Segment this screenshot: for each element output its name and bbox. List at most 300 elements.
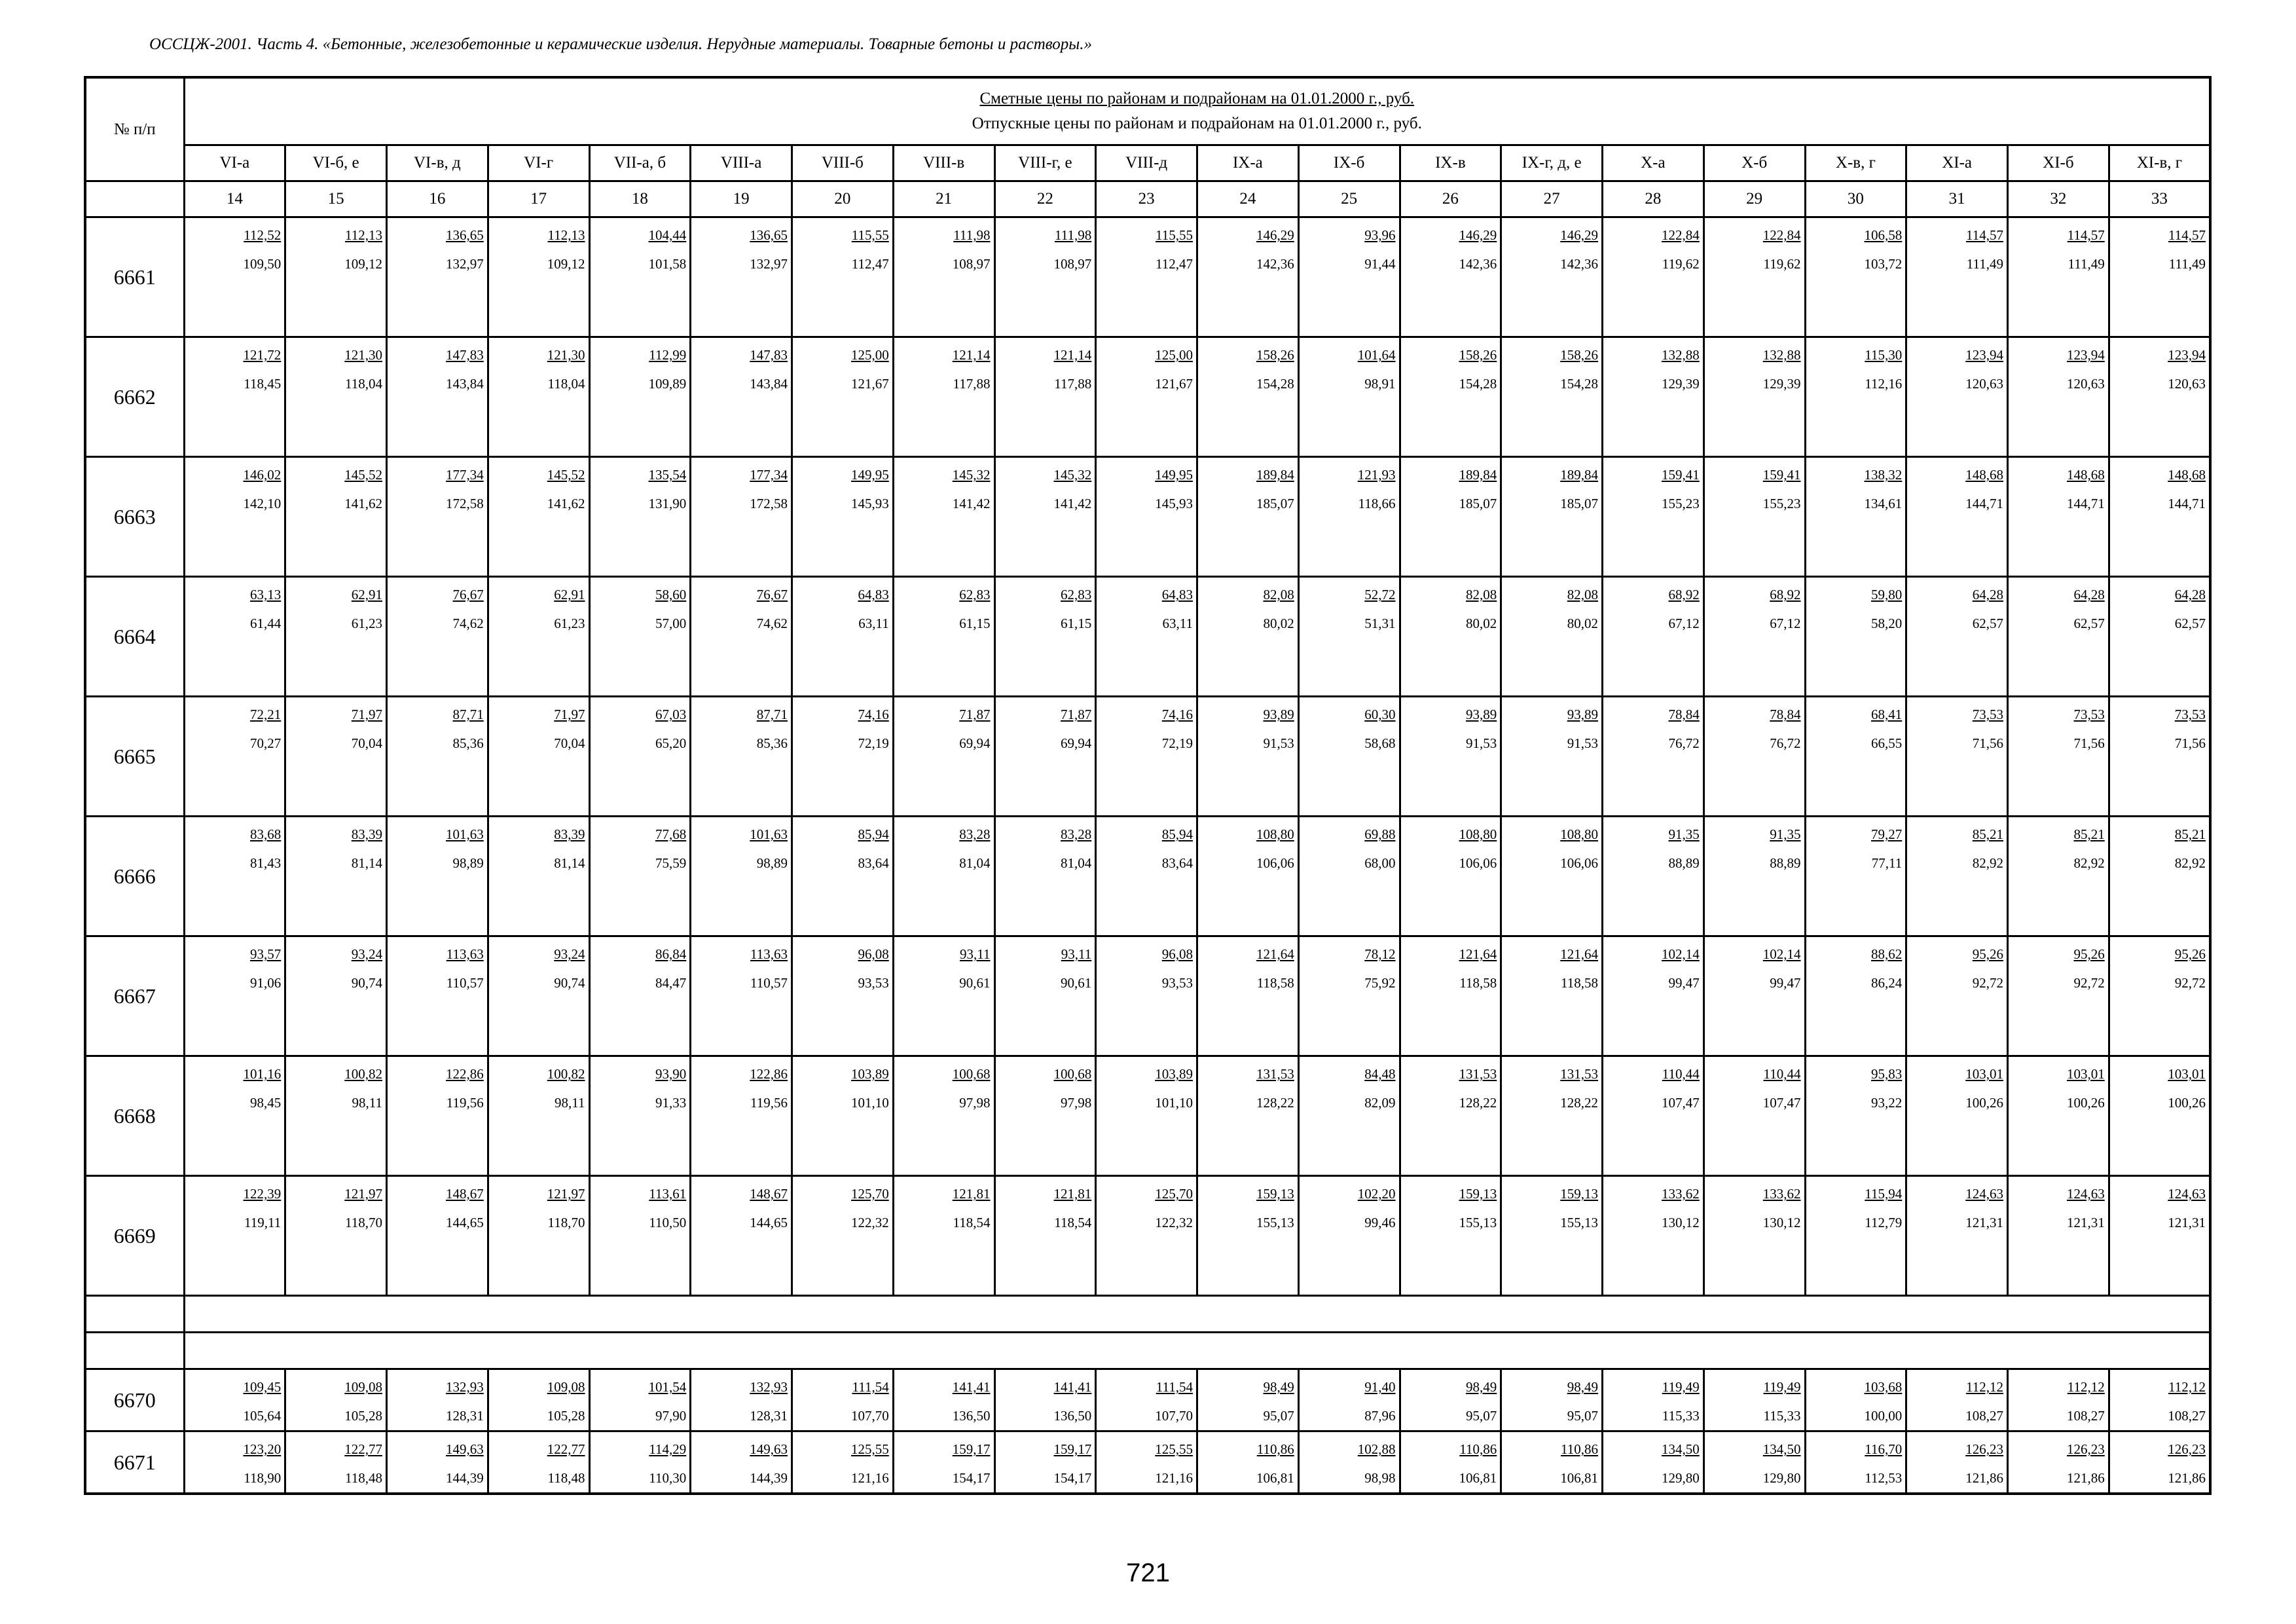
price-cell — [1603, 457, 1704, 577]
price-cell — [2008, 817, 2109, 936]
estimated-price: 158,26 — [1256, 347, 1294, 363]
price-cell — [792, 1176, 894, 1296]
price-cell — [994, 1431, 1096, 1494]
price-cell — [2109, 337, 2210, 457]
price-cell — [589, 337, 691, 457]
release-price: 122,32 — [851, 1215, 889, 1230]
item-code: 6669 — [85, 1176, 184, 1296]
estimated-price: 71,87 — [1061, 707, 1092, 722]
estimated-price: 148,68 — [2168, 467, 2206, 483]
release-price: 129,39 — [1762, 376, 1801, 392]
price-cell — [2008, 217, 2109, 337]
release-price: 118,04 — [345, 376, 382, 392]
estimated-price: 131,53 — [1256, 1066, 1294, 1082]
release-price: 118,54 — [953, 1215, 991, 1230]
estimated-price: 121,30 — [547, 347, 585, 363]
price-cell — [387, 457, 488, 577]
price-cell — [285, 457, 387, 577]
estimated-price: 108,80 — [1459, 826, 1497, 842]
release-price: 67,12 — [1770, 616, 1801, 631]
estimated-price: 141,41 — [952, 1379, 991, 1395]
price-cell — [1501, 1176, 1603, 1296]
estimated-price: 73,53 — [1972, 707, 2003, 722]
estimated-price: 115,30 — [1865, 347, 1903, 363]
price-cell — [184, 1431, 285, 1494]
price-cell — [387, 1369, 488, 1431]
release-price: 119,56 — [750, 1095, 788, 1111]
price-cell — [1906, 1431, 2008, 1494]
release-price: 128,22 — [1560, 1095, 1598, 1111]
estimated-price: 132,88 — [1662, 347, 1700, 363]
estimated-price: 146,29 — [1560, 227, 1598, 243]
estimated-price: 64,83 — [858, 587, 889, 602]
price-cell — [1501, 1056, 1603, 1176]
release-price: 141,42 — [952, 496, 991, 511]
release-price: 91,53 — [1466, 735, 1497, 751]
price-cell — [1096, 936, 1197, 1056]
estimated-price: 121,64 — [1256, 946, 1294, 962]
estimated-price: 98,49 — [1466, 1379, 1497, 1395]
price-cell — [1197, 936, 1299, 1056]
estimated-price: 125,55 — [851, 1441, 889, 1457]
release-price: 80,02 — [1466, 616, 1497, 631]
estimated-price: 59,80 — [1871, 587, 1903, 602]
release-price: 119,11 — [244, 1215, 282, 1230]
estimated-price: 122,86 — [750, 1066, 788, 1082]
estimated-price: 131,53 — [1459, 1066, 1497, 1082]
release-price: 58,20 — [1871, 616, 1903, 631]
price-cell — [691, 1431, 792, 1494]
release-price: 81,14 — [351, 855, 382, 871]
estimated-price: 134,50 — [1662, 1441, 1700, 1457]
price-cell — [1704, 1369, 1805, 1431]
price-cell — [792, 1431, 894, 1494]
release-price: 91,53 — [1263, 735, 1294, 751]
column-number: 16 — [387, 181, 488, 217]
release-price: 85,36 — [756, 735, 788, 751]
column-number: 33 — [2109, 181, 2210, 217]
release-price: 117,88 — [953, 376, 991, 392]
estimated-price: 109,45 — [243, 1379, 282, 1395]
price-cell — [488, 697, 589, 817]
release-price: 81,04 — [1061, 855, 1092, 871]
price-cell — [691, 1176, 792, 1296]
estimated-price: 95,26 — [2073, 946, 2105, 962]
price-cell — [1501, 817, 1603, 936]
item-code: 6668 — [85, 1056, 184, 1176]
estimated-price: 93,24 — [554, 946, 585, 962]
release-price: 118,90 — [244, 1470, 282, 1486]
price-cell — [1603, 577, 1704, 697]
release-price: 121,86 — [1965, 1470, 2003, 1486]
price-cell — [2109, 697, 2210, 817]
price-cell — [2109, 1431, 2210, 1494]
release-price: 155,13 — [1256, 1215, 1294, 1230]
price-cell — [488, 1431, 589, 1494]
price-cell — [1603, 1369, 1704, 1431]
table-row — [85, 337, 2210, 457]
release-price: 106,06 — [1560, 855, 1598, 871]
estimated-price: 86,84 — [655, 946, 687, 962]
document-header: ОССЦЖ-2001. Часть 4. «Бетонные, железобетонные и керамические изделия. Нерудные материалы. Товарные бетоны и растворы.» — [149, 35, 1092, 53]
estimated-price: 148,68 — [2067, 467, 2105, 483]
estimated-price: 93,57 — [250, 946, 282, 962]
estimated-price: 104,44 — [648, 227, 687, 243]
estimated-price: 83,28 — [1061, 826, 1092, 842]
price-cell — [994, 217, 1096, 337]
column-number: 14 — [184, 181, 285, 217]
release-price: 93,22 — [1871, 1095, 1903, 1111]
estimated-price: 91,35 — [1770, 826, 1801, 842]
release-price: 132,97 — [750, 256, 788, 272]
estimated-price: 159,13 — [1256, 1186, 1294, 1202]
price-cell — [285, 817, 387, 936]
price-cell — [1906, 936, 2008, 1056]
estimated-price: 109,08 — [547, 1379, 585, 1395]
price-cell — [994, 577, 1096, 697]
release-price: 95,07 — [1567, 1408, 1598, 1424]
region-header: VIII-б — [792, 145, 894, 181]
estimated-price: 101,64 — [1357, 347, 1396, 363]
release-price: 82,92 — [2073, 855, 2105, 871]
price-cell — [285, 217, 387, 337]
price-cell — [1501, 577, 1603, 697]
estimated-price: 74,16 — [858, 707, 889, 722]
price-cell — [893, 577, 994, 697]
price-cell — [1298, 217, 1400, 337]
release-price: 143,84 — [750, 376, 788, 392]
estimated-price: 103,89 — [1155, 1066, 1193, 1082]
estimated-price: 112,13 — [345, 227, 382, 243]
estimated-price: 147,83 — [750, 347, 788, 363]
estimated-price: 122,39 — [243, 1186, 282, 1202]
region-header: X-а — [1603, 145, 1704, 181]
price-cell — [2008, 337, 2109, 457]
estimated-price: 71,87 — [959, 707, 991, 722]
price-cell — [691, 577, 792, 697]
price-cell — [1603, 1056, 1704, 1176]
region-header: IX-а — [1197, 145, 1299, 181]
estimated-price: 113,61 — [649, 1186, 687, 1202]
price-cell — [994, 1369, 1096, 1431]
price-cell — [1197, 217, 1299, 337]
release-price: 97,90 — [655, 1408, 687, 1424]
price-cell — [285, 577, 387, 697]
price-cell — [994, 337, 1096, 457]
price-cell — [1704, 217, 1805, 337]
release-price: 51,31 — [1364, 616, 1396, 631]
estimated-price: 101,54 — [648, 1379, 687, 1395]
estimated-price: 101,63 — [446, 826, 484, 842]
estimated-price: 132,88 — [1762, 347, 1801, 363]
release-price: 128,31 — [446, 1408, 484, 1424]
estimated-price: 103,01 — [2168, 1066, 2206, 1082]
release-price: 109,89 — [648, 376, 687, 392]
price-cell — [184, 1056, 285, 1176]
estimated-price: 121,93 — [1357, 467, 1396, 483]
table-row — [85, 1176, 2210, 1296]
price-cell — [2109, 817, 2210, 936]
price-cell — [184, 936, 285, 1056]
estimated-price: 114,57 — [2067, 227, 2105, 243]
price-cell — [2008, 1369, 2109, 1431]
release-price: 88,89 — [1668, 855, 1700, 871]
price-cell — [1298, 1056, 1400, 1176]
estimated-price: 158,26 — [1459, 347, 1497, 363]
column-number-blank — [85, 181, 184, 217]
release-price: 117,88 — [1054, 376, 1092, 392]
price-cell — [1096, 1369, 1197, 1431]
estimated-price: 146,29 — [1459, 227, 1497, 243]
release-price: 119,62 — [1662, 256, 1700, 272]
estimated-price: 113,63 — [446, 946, 484, 962]
estimated-price: 133,62 — [1762, 1186, 1801, 1202]
price-cell — [994, 1176, 1096, 1296]
release-price: 100,26 — [1965, 1095, 2003, 1111]
release-price: 136,50 — [952, 1408, 991, 1424]
price-cell — [994, 817, 1096, 936]
estimated-price: 189,84 — [1256, 467, 1294, 483]
price-cell — [488, 337, 589, 457]
release-price: 110,50 — [649, 1215, 687, 1230]
release-price: 91,44 — [1364, 256, 1396, 272]
release-price: 142,36 — [1256, 256, 1294, 272]
estimated-price: 125,70 — [1155, 1186, 1193, 1202]
release-price: 145,93 — [851, 496, 889, 511]
estimated-price: 110,86 — [1256, 1441, 1294, 1457]
release-price: 83,64 — [1161, 855, 1193, 871]
release-price: 172,58 — [446, 496, 484, 511]
price-cell — [792, 457, 894, 577]
release-price: 118,04 — [547, 376, 585, 392]
price-cell — [184, 577, 285, 697]
price-cell — [1096, 217, 1197, 337]
estimated-price: 111,54 — [852, 1379, 889, 1395]
release-price: 154,17 — [1053, 1470, 1092, 1486]
column-number-row — [85, 181, 2210, 217]
estimated-price: 145,52 — [344, 467, 382, 483]
estimated-price: 93,89 — [1466, 707, 1497, 722]
estimated-price: 108,80 — [1256, 826, 1294, 842]
table-row — [85, 936, 2210, 1056]
release-price: 120,63 — [2067, 376, 2105, 392]
price-cell — [2109, 217, 2210, 337]
price-cell — [994, 457, 1096, 577]
region-header: IX-в — [1400, 145, 1501, 181]
release-price: 109,50 — [243, 256, 282, 272]
price-cell — [1501, 217, 1603, 337]
price-cell — [1704, 1176, 1805, 1296]
item-code: 6665 — [85, 697, 184, 817]
price-cell — [1197, 817, 1299, 936]
release-price: 106,81 — [1560, 1470, 1598, 1486]
release-price: 112,79 — [1865, 1215, 1903, 1230]
price-cell — [792, 936, 894, 1056]
release-price: 87,96 — [1364, 1408, 1396, 1424]
column-number: 19 — [691, 181, 792, 217]
estimated-price: 158,26 — [1560, 347, 1598, 363]
price-cell — [488, 1176, 589, 1296]
estimated-price: 60,30 — [1364, 707, 1396, 722]
price-cell — [691, 1056, 792, 1176]
release-price: 83,64 — [858, 855, 889, 871]
region-header-row — [85, 145, 2210, 181]
estimated-price: 102,14 — [1662, 946, 1700, 962]
release-price: 111,49 — [2168, 256, 2206, 272]
estimated-price: 95,26 — [2174, 946, 2206, 962]
release-price: 86,24 — [1871, 975, 1903, 991]
release-price: 99,46 — [1364, 1215, 1396, 1230]
estimated-price: 149,63 — [446, 1441, 484, 1457]
estimated-price: 93,96 — [1364, 227, 1396, 243]
release-price: 132,97 — [446, 256, 484, 272]
price-cell — [893, 697, 994, 817]
estimated-price: 103,68 — [1864, 1379, 1903, 1395]
price-cell — [2109, 457, 2210, 577]
release-price: 112,47 — [851, 256, 889, 272]
release-price: 107,70 — [1155, 1408, 1193, 1424]
estimated-price: 122,77 — [547, 1441, 585, 1457]
estimated-price: 106,58 — [1864, 227, 1903, 243]
price-cell — [387, 217, 488, 337]
column-number: 27 — [1501, 181, 1603, 217]
price-cell — [1501, 936, 1603, 1056]
release-price: 90,61 — [959, 975, 991, 991]
estimated-price: 116,70 — [1865, 1441, 1903, 1457]
release-price: 119,56 — [446, 1095, 484, 1111]
price-cell — [1298, 577, 1400, 697]
estimated-price: 189,84 — [1560, 467, 1598, 483]
release-price: 71,56 — [2174, 735, 2206, 751]
item-code: 6664 — [85, 577, 184, 697]
price-cell — [893, 1431, 994, 1494]
release-price: 172,58 — [750, 496, 788, 511]
column-number: 20 — [792, 181, 894, 217]
release-price: 185,07 — [1256, 496, 1294, 511]
estimated-price: 84,48 — [1364, 1066, 1396, 1082]
price-cell — [1197, 1431, 1299, 1494]
price-cell — [1298, 457, 1400, 577]
estimated-price: 159,41 — [1662, 467, 1700, 483]
release-price: 154,28 — [1560, 376, 1598, 392]
price-cell — [387, 337, 488, 457]
estimated-price: 101,16 — [243, 1066, 282, 1082]
estimated-price: 136,65 — [750, 227, 788, 243]
release-price: 84,47 — [655, 975, 687, 991]
release-price: 67,12 — [1668, 616, 1700, 631]
release-price: 118,48 — [345, 1470, 382, 1486]
estimated-price: 100,68 — [1053, 1066, 1092, 1082]
estimated-price: 124,63 — [2067, 1186, 2105, 1202]
price-cell — [1197, 337, 1299, 457]
release-price: 80,02 — [1263, 616, 1294, 631]
column-number: 15 — [285, 181, 387, 217]
estimated-price: 122,77 — [344, 1441, 382, 1457]
estimated-price: 87,71 — [756, 707, 788, 722]
release-price: 155,13 — [1459, 1215, 1497, 1230]
release-price: 118,45 — [244, 376, 282, 392]
estimated-price: 121,97 — [344, 1186, 382, 1202]
price-cell — [1805, 1056, 1906, 1176]
item-code: 6663 — [85, 457, 184, 577]
release-price: 111,49 — [2068, 256, 2105, 272]
blank-cell — [85, 1296, 184, 1333]
price-cell — [1501, 697, 1603, 817]
estimated-price: 85,21 — [2174, 826, 2206, 842]
estimated-price: 102,14 — [1762, 946, 1801, 962]
blank-separator-row — [85, 1296, 2210, 1333]
price-cell — [285, 337, 387, 457]
release-price: 121,31 — [2067, 1215, 2105, 1230]
estimated-price: 112,12 — [1966, 1379, 2003, 1395]
price-cell — [691, 817, 792, 936]
table-row — [85, 1056, 2210, 1176]
estimated-price: 121,14 — [1053, 347, 1092, 363]
region-header: VI-а — [184, 145, 285, 181]
estimated-price: 93,90 — [655, 1066, 687, 1082]
price-cell — [184, 1369, 285, 1431]
price-cell — [387, 697, 488, 817]
price-cell — [1603, 936, 1704, 1056]
release-price: 111,49 — [1966, 256, 2003, 272]
release-price: 121,16 — [851, 1470, 889, 1486]
estimated-price: 101,63 — [750, 826, 788, 842]
release-price: 91,33 — [655, 1095, 687, 1111]
release-price: 101,10 — [851, 1095, 889, 1111]
price-cell — [1197, 1176, 1299, 1296]
release-price: 106,81 — [1256, 1470, 1294, 1486]
release-price: 121,67 — [851, 376, 889, 392]
price-cell — [1298, 1369, 1400, 1431]
release-price: 98,11 — [555, 1095, 585, 1111]
price-cell — [1096, 1056, 1197, 1176]
release-price: 90,74 — [351, 975, 382, 991]
estimated-price: 123,20 — [243, 1441, 282, 1457]
release-price: 108,27 — [1965, 1408, 2003, 1424]
estimated-price: 114,57 — [2168, 227, 2206, 243]
release-price: 62,57 — [1972, 616, 2003, 631]
estimated-price: 78,12 — [1364, 946, 1396, 962]
estimated-price: 74,16 — [1161, 707, 1193, 722]
price-cell — [1400, 1056, 1501, 1176]
estimated-price: 71,97 — [554, 707, 585, 722]
price-cell — [589, 1431, 691, 1494]
price-cell — [691, 1369, 792, 1431]
item-code: 6662 — [85, 337, 184, 457]
price-cell — [1400, 1369, 1501, 1431]
release-price: 154,28 — [1459, 376, 1497, 392]
price-cell — [387, 1176, 488, 1296]
price-cell — [1805, 936, 1906, 1056]
price-cell — [1603, 217, 1704, 337]
price-cell — [691, 337, 792, 457]
estimated-price: 121,81 — [952, 1186, 991, 1202]
price-cell — [1906, 697, 2008, 817]
price-cell — [285, 936, 387, 1056]
price-cell — [1501, 1431, 1603, 1494]
release-price: 81,04 — [959, 855, 991, 871]
price-cell — [2109, 577, 2210, 697]
release-price: 70,04 — [351, 735, 382, 751]
price-cell — [691, 457, 792, 577]
estimated-price: 132,93 — [446, 1379, 484, 1395]
region-header: VI-б, е — [285, 145, 387, 181]
estimated-price: 123,94 — [2067, 347, 2105, 363]
price-cell — [1400, 457, 1501, 577]
estimated-price: 126,23 — [2067, 1441, 2105, 1457]
estimated-price: 82,08 — [1466, 587, 1497, 602]
estimated-price: 122,84 — [1762, 227, 1801, 243]
